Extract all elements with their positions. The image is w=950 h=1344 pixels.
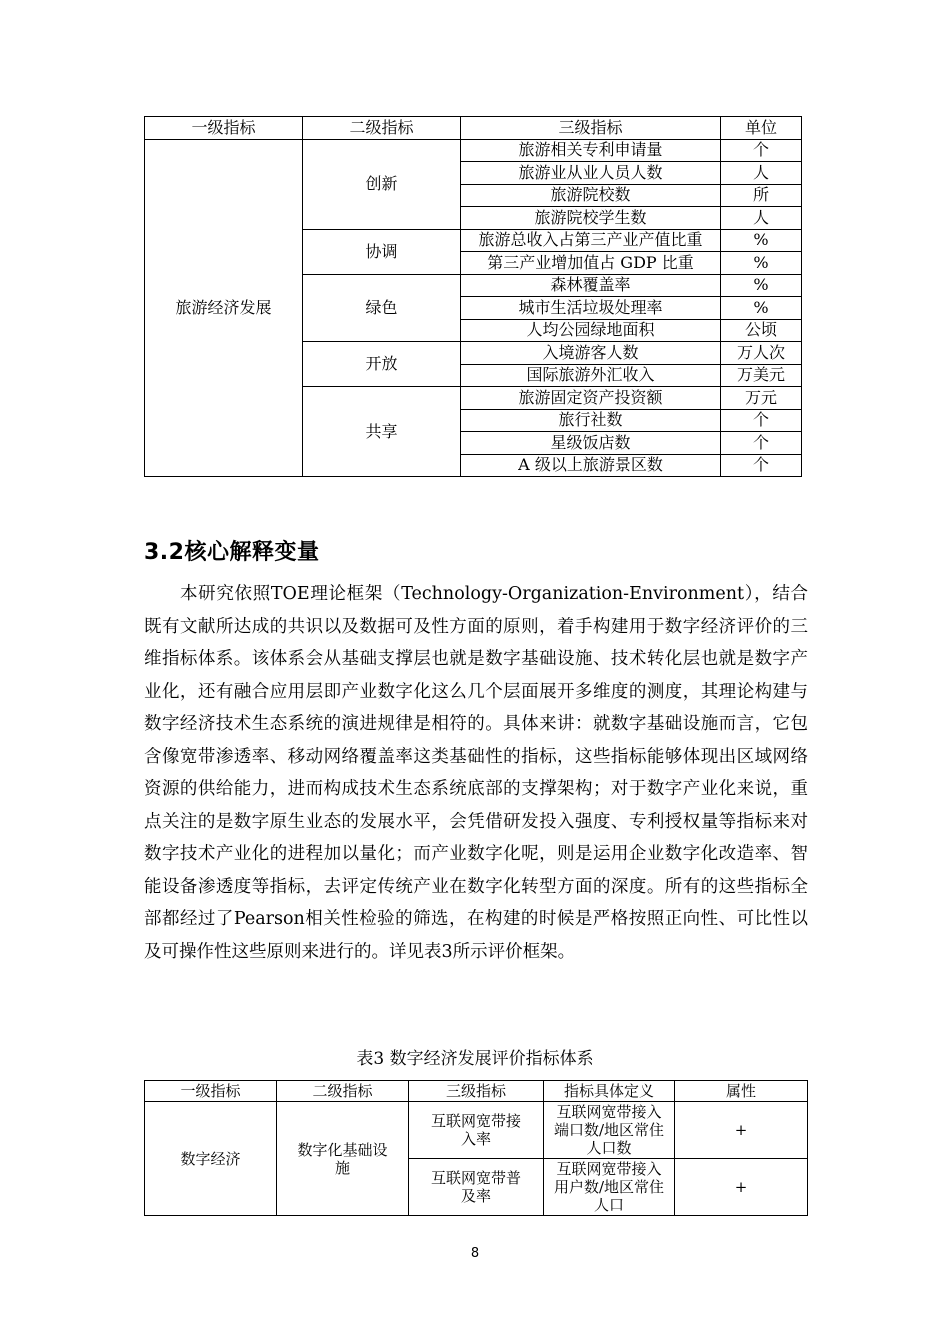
page-number: 8 bbox=[470, 1246, 480, 1261]
indicator-text: 旅游固定资产投资额 bbox=[518, 387, 663, 407]
indicator-cell bbox=[461, 252, 721, 275]
indicator-cell bbox=[461, 342, 721, 365]
header-cell: 属性 bbox=[675, 1081, 808, 1102]
indicator-text: 国际旅游外汇收入 bbox=[526, 365, 655, 385]
indicator-cell bbox=[461, 274, 721, 297]
unit-cell: 万美元 bbox=[721, 364, 802, 387]
unit-cell: 所 bbox=[721, 184, 802, 207]
unit-cell: 人 bbox=[721, 207, 802, 230]
indicator-cell bbox=[461, 319, 721, 342]
indicator-cell bbox=[461, 207, 721, 230]
header-cell: 一级指标 bbox=[145, 117, 303, 140]
unit-cell: % bbox=[721, 297, 802, 320]
level2-cell: 创新 bbox=[303, 139, 461, 229]
tourism-indicator-table bbox=[144, 116, 802, 477]
level2-cell: 绿色 bbox=[303, 274, 461, 342]
header-cell: 二级指标 bbox=[277, 1081, 409, 1102]
unit-cell: 个 bbox=[721, 454, 802, 477]
indicator-text: 第三产业增加值占 GDP 比重 bbox=[487, 252, 694, 272]
definition-text: 互联网宽带接入用户数/地区常住人口 bbox=[553, 1160, 665, 1214]
indicator-cell bbox=[409, 1102, 544, 1159]
body-paragraph: 本研究依照TOE理论框架（Technology-Organization-Environment），结合既有文献所达成的共识以及数据可及性方面的原则，着手构建用于数字经济评价的三维指标体系。该体系会从基础支撑层也就是数字基础设施、技术转化层也就是数字产业化，还有融合应用层即产业数字化这么几个层面展开多维度的测度，其理论构建与数字经济技术生态系统的演进规律是相符的。具体来讲：就数字基础设施而言，它包含像宽带渗透率、移动网络覆盖率这类基础性的指标，这些指标能够体现出区域网络资源的供给能力，进而构成技术生态系统底部的支撑架构；对于数字产业化来说，重点关注的是数字原生业态的发展水平，会凭借研发投入强度、专利授权量等指标来对数字技术产业化的进程加以量化；而产业数字化呢，则是运用企业数字化改造率、智能设备渗透度等指标，去评定传统产业在数字化转型方面的深度。所有的这些指标全部都经过了Pearson相关性检验的筛选，在构建的时候是严格按照正向性、可比性以及可操作性这些原则来进行的。详见表3所示评价框架。 bbox=[144, 584, 808, 962]
indicator-cell bbox=[461, 229, 721, 252]
attribute-cell: + bbox=[675, 1102, 808, 1159]
indicator-cell bbox=[461, 364, 721, 387]
unit-cell: 万人次 bbox=[721, 342, 802, 365]
unit-cell: % bbox=[721, 229, 802, 252]
level1-cell: 数字经济 bbox=[145, 1102, 277, 1216]
table-header-row bbox=[145, 1081, 808, 1102]
unit-cell: % bbox=[721, 252, 802, 275]
header-cell: 二级指标 bbox=[303, 117, 461, 140]
unit-cell: 人 bbox=[721, 162, 802, 185]
table-row bbox=[145, 1102, 808, 1159]
attribute-cell: + bbox=[675, 1159, 808, 1216]
header-cell: 一级指标 bbox=[145, 1081, 277, 1102]
indicator-text: 星级饭店数 bbox=[550, 432, 631, 452]
level2-cell: 开放 bbox=[303, 342, 461, 387]
indicator-text: 旅游总收入占第三产业产值比重 bbox=[478, 230, 703, 250]
section-heading: 3.2核心解释变量 bbox=[144, 540, 320, 565]
indicator-text: 旅游相关专利申请量 bbox=[518, 140, 663, 160]
indicator-cell bbox=[461, 184, 721, 207]
indicator-cell bbox=[461, 139, 721, 162]
level1-cell: 旅游经济发展 bbox=[145, 139, 303, 477]
indicator-text: 旅游院校数 bbox=[550, 185, 631, 205]
header-cell: 三级指标 bbox=[461, 117, 721, 140]
indicator-cell bbox=[461, 387, 721, 410]
level2-cell bbox=[277, 1102, 409, 1216]
indicator-text: 入境游客人数 bbox=[542, 342, 639, 362]
indicator-text: 旅游业从业人员人数 bbox=[518, 162, 663, 182]
table-caption: 表3 数字经济发展评价指标体系 bbox=[356, 1049, 594, 1069]
indicator-cell bbox=[409, 1159, 544, 1216]
indicator-text: 互联网宽带接入率 bbox=[430, 1112, 521, 1148]
indicator-text: 森林覆盖率 bbox=[550, 275, 631, 295]
digital-economy-indicator-table bbox=[144, 1080, 808, 1216]
indicator-cell bbox=[461, 162, 721, 185]
indicator-cell bbox=[461, 432, 721, 455]
table-header-row bbox=[145, 117, 802, 140]
unit-cell: 个 bbox=[721, 409, 802, 432]
indicator-text: 人均公园绿地面积 bbox=[526, 320, 655, 340]
indicator-text: 互联网宽带普及率 bbox=[430, 1169, 521, 1205]
level2-text: 数字化基础设施 bbox=[297, 1140, 388, 1177]
header-cell: 单位 bbox=[721, 117, 802, 140]
header-cell: 指标具体定义 bbox=[544, 1081, 675, 1102]
unit-cell: 万元 bbox=[721, 387, 802, 410]
definition-cell bbox=[544, 1102, 675, 1159]
level2-cell: 协调 bbox=[303, 229, 461, 274]
indicator-text: 城市生活垃圾处理率 bbox=[518, 297, 663, 317]
unit-cell: 个 bbox=[721, 432, 802, 455]
indicator-cell bbox=[461, 409, 721, 432]
indicator-cell bbox=[461, 454, 721, 477]
indicator-text: A 级以上旅游景区数 bbox=[518, 455, 663, 475]
table-row bbox=[145, 139, 802, 162]
unit-cell: 个 bbox=[721, 139, 802, 162]
header-cell: 三级指标 bbox=[409, 1081, 544, 1102]
indicator-cell bbox=[461, 297, 721, 320]
indicator-text: 旅游院校学生数 bbox=[534, 207, 647, 227]
unit-cell: % bbox=[721, 274, 802, 297]
unit-cell: 公顷 bbox=[721, 319, 802, 342]
definition-cell bbox=[544, 1159, 675, 1216]
indicator-text: 旅行社数 bbox=[558, 410, 623, 430]
level2-cell: 共享 bbox=[303, 387, 461, 477]
definition-text: 互联网宽带接入端口数/地区常住人口数 bbox=[553, 1103, 665, 1157]
